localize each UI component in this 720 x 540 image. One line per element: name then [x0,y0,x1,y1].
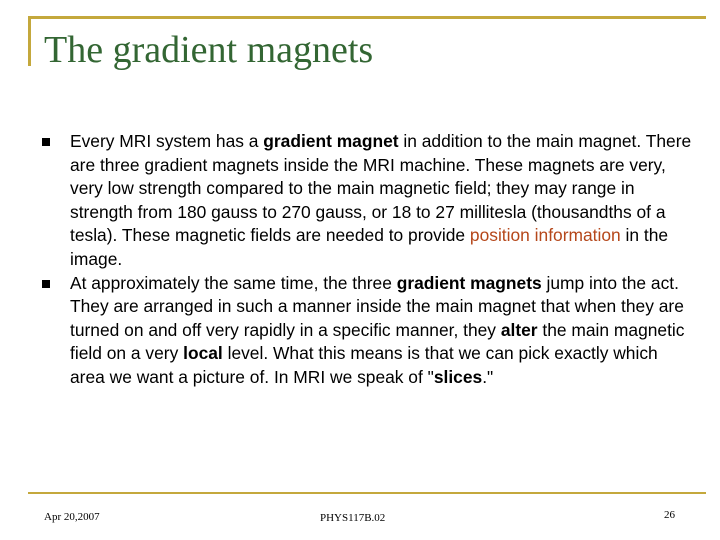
square-bullet-icon [42,138,50,146]
bullet-item [42,130,692,272]
bullet-text: ." [482,366,494,387]
bullet-bold-text: gradient magnets [396,272,542,293]
bullet-bold-text: local [183,343,223,364]
slide-title: The gradient magnets [44,29,374,71]
bullet-bold-text: alter [500,319,538,340]
footer-page-number: 26 [664,509,675,521]
footer-date: Apr 20,2007 [44,511,100,523]
bullet-bold-text: gradient magnet [263,131,399,151]
square-bullet-icon [42,280,50,288]
bullet-item [42,272,692,390]
bullet-text: jump into the act. They are arranged in such a manner inside the main magnet that when they are turned on and off very rapidly in a specific manner, they [70,272,684,340]
frame-left-line [28,16,31,66]
footer-course: PHYS117B.02 [320,512,386,524]
bullet-text: level. What this means is that we can pick exactly which area we want a picture of. In MRI we speak of " [70,343,658,387]
bullet-highlight-text: position information [469,225,621,246]
bullet-list [42,130,692,390]
bullet-bold-text: slices [433,366,483,387]
bullet-text: the main magnetic field on a very [70,319,685,364]
bullet-text: Every MRI system has a [70,131,264,151]
bullet-text: in addition to the main magnet. There are three gradient magnets inside the MRI machine. These magnets are very, very low strength compared to the main magnetic field; they may range in strength from 180 gauss to 270 gauss, or 18 to 27 millitesla (thousandths of a tesla). These magnetic fields are needed to provide [70,131,692,246]
bullet-text: in the image. [70,225,669,269]
footer-divider [28,492,706,494]
frame-top-line [28,16,706,19]
bullet-text: At approximately the same time, the three [70,272,397,293]
